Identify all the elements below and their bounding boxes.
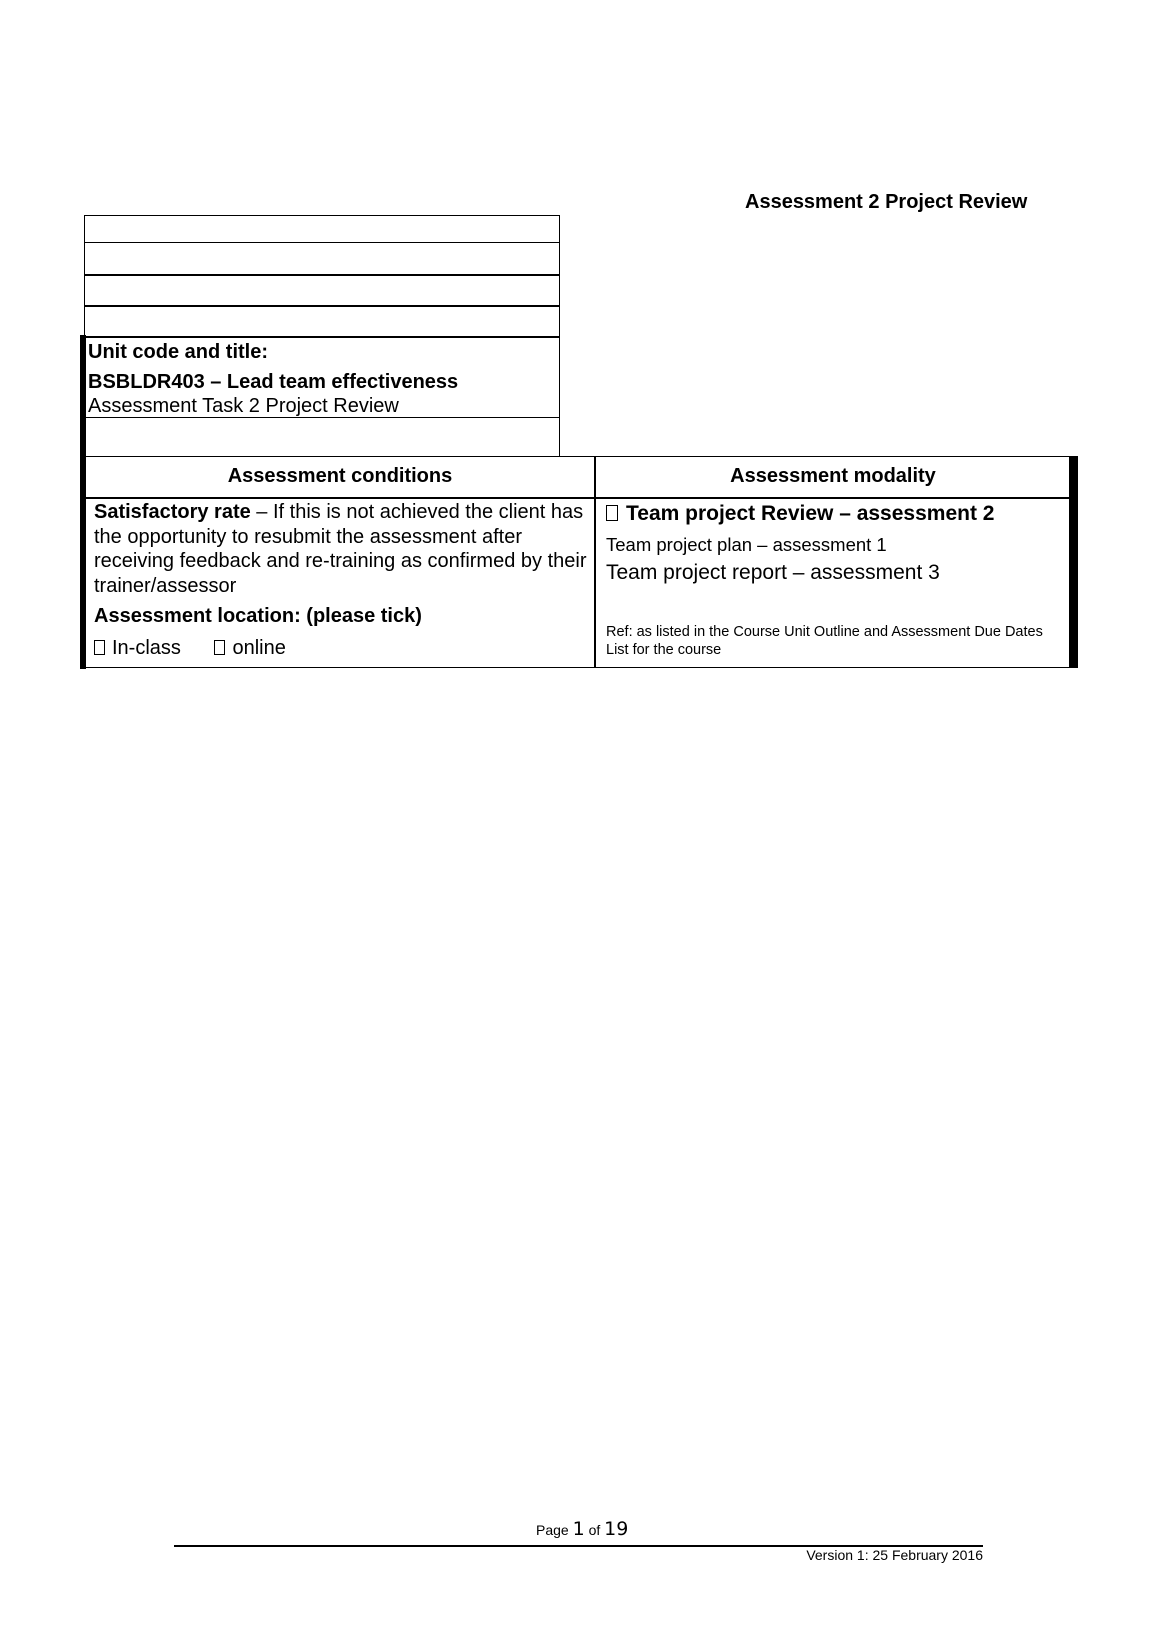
- page-total: 19: [604, 1518, 629, 1540]
- checkbox-icon[interactable]: [214, 640, 225, 655]
- header-divider: [86, 497, 1069, 499]
- in-class-label: In-class: [112, 637, 181, 659]
- location-option-online[interactable]: [214, 637, 285, 660]
- right-border-bar: [1070, 456, 1078, 668]
- blank-row-2: [84, 242, 560, 274]
- modality-team-project-review[interactable]: [606, 502, 994, 526]
- page-label: Page: [536, 1522, 569, 1538]
- page-of: of: [588, 1522, 601, 1538]
- online-label: online: [232, 637, 286, 659]
- unit-code-label: Unit code and title:: [88, 341, 268, 363]
- header-assessment-modality: Assessment modality: [730, 465, 936, 487]
- modality-team-project-report: Team project report – assessment 3: [606, 561, 940, 584]
- document-title: Assessment 2 Project Review: [745, 191, 1028, 213]
- checkbox-icon[interactable]: [606, 505, 618, 521]
- blank-row-3: [84, 274, 560, 305]
- modality-reference-note: Ref: as listed in the Course Unit Outline and Assessment Due Dates List for the course: [606, 624, 1043, 658]
- page-current: 1: [572, 1518, 585, 1540]
- checkbox-icon[interactable]: [94, 640, 105, 655]
- unit-code-cell: [84, 336, 560, 417]
- location-option-in-class[interactable]: [94, 637, 181, 660]
- assessment-task-name: Assessment Task 2 Project Review: [88, 395, 399, 417]
- satisfactory-rate-text: [94, 500, 589, 598]
- blank-row-4: [84, 305, 560, 336]
- modality-team-project-plan: Team project plan – assessment 1: [606, 534, 887, 555]
- column-divider: [594, 457, 596, 667]
- modality-review-label: Team project Review – assessment 2: [626, 502, 995, 525]
- assessment-location-options: [94, 637, 286, 660]
- blank-row-1: [84, 215, 560, 242]
- version-text: Version 1: 25 February 2016: [806, 1547, 983, 1563]
- blank-row-5: [84, 417, 560, 457]
- assessment-location-label: Assessment location: (please tick): [94, 605, 422, 627]
- satisfactory-rate-description: – If this is not achieved the client has the opportunity to resubmit the assessment after receiving feedback and re-training as confirmed by their trainer/assessor: [94, 501, 587, 597]
- assessment-conditions-table: [86, 456, 1070, 668]
- page-number: [536, 1518, 628, 1540]
- satisfactory-rate-label: Satisfactory rate: [94, 501, 251, 523]
- header-assessment-conditions: Assessment conditions: [227, 465, 453, 487]
- unit-code-title: BSBLDR403 – Lead team effectiveness: [88, 371, 459, 393]
